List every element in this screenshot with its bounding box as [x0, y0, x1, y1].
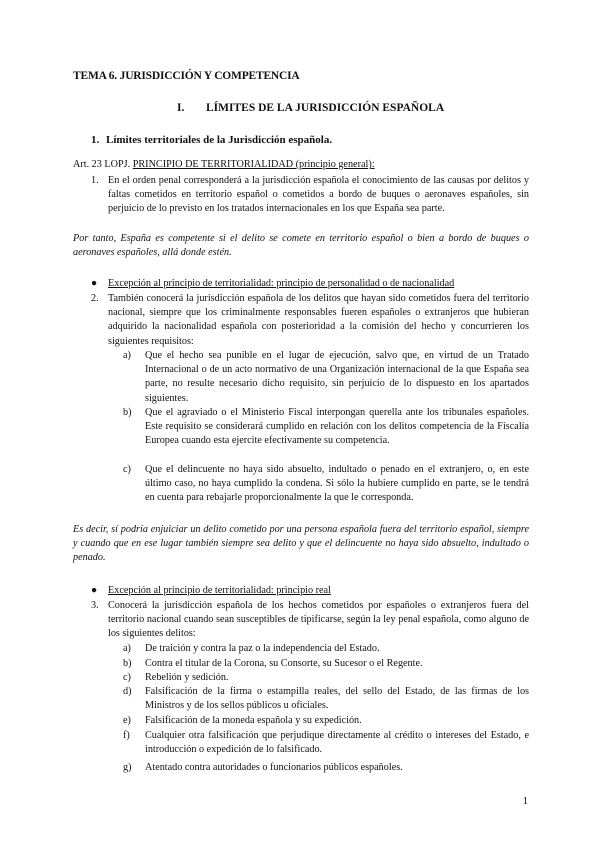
sublist-marker: c)	[123, 464, 131, 475]
sublist-item-3c	[123, 671, 529, 685]
section-heading	[177, 102, 444, 114]
subsection-heading	[91, 134, 332, 146]
list-marker: 2.	[91, 293, 99, 304]
list-item-2	[91, 292, 529, 349]
section-number: I.	[177, 102, 185, 114]
sublist-item-text: Que el hecho sea punible en el lugar de ejecución, salvo que, en virtud de un Tratado Internacional o de un acto normativo de una Organización internacional de la que España sea parte, no resulte necesario dicho requisito, sin perjuicio de lo dispuesto en los apartados siguientes.	[145, 350, 529, 404]
sublist-marker: a)	[123, 350, 131, 361]
bullet-dot-icon: ●	[91, 585, 98, 596]
list-item-text: En el orden penal corresponderá a la jurisdicción española el conocimiento de las causas por delitos y faltas cometidos en territorio español o cometidos a bordo de buques o aeronaves españoles, sin perjuicio de lo previsto en los tratados internacionales en los que España sea parte.	[108, 175, 529, 215]
sublist-item-text: Que el agraviado o el Ministerio Fiscal interpongan querella ante los tribunales españoles. Este requisito se considerará cumplido en relación con los delitos competencia de la Fiscalía Europea cuando esta ejercite efectivamente su competencia.	[145, 407, 529, 447]
sublist-item-text: Falsificación de la moneda española y su expedición.	[145, 715, 362, 726]
sublist-item-text: Contra el titular de la Corona, su Consorte, su Sucesor o el Regente.	[145, 658, 423, 669]
italic-note-2: Es decir, sí podría enjuiciar un delito cometido por una persona española fuera del territorio español, siempre y cuando que en ese lugar también siempre sea delito y que el delincuente no haya sido absuelto, indultado o penado.	[73, 524, 529, 564]
list-item-1	[91, 174, 529, 217]
list-marker: 1.	[91, 175, 99, 186]
sublist-marker: d)	[123, 686, 132, 697]
bullet-text: Excepción al principio de territorialidad: principio de personalidad o de nacionalidad	[108, 278, 455, 289]
sublist-item-3g	[123, 761, 529, 775]
list-item-text: También conocerá la jurisdicción española de los delitos que hayan sido cometidos fuera del territorio nacional, siempre que los criminalmente responsables fueren españoles o extranjeros que hubieran adquirido la nacionalidad española con posterioridad a la comisión del hecho y concurrieren los siguientes requisitos:	[108, 293, 529, 347]
sublist-item-3e	[123, 714, 529, 728]
sublist-item-text: De traición y contra la paz o la independencia del Estado.	[145, 643, 380, 654]
sublist-marker: a)	[123, 643, 131, 654]
sublist-item-3b	[123, 657, 529, 671]
sublist-item-text: Cualquier otra falsificación que perjudique directamente al crédito o intereses del Estado, e introducción o expedición de lo falsificado.	[145, 730, 529, 756]
italic-note-1: Por tanto, España es competente si el delito se comete en territorio español o bien a bordo de buques o aeronaves españoles, allá donde estén.	[73, 233, 529, 259]
sublist-item-3d	[123, 685, 529, 713]
list-item-text: Conocerá la jurisdicción española de los hechos cometidos por españoles o extranjeros fuera del territorio nacional cuando sean susceptibles de tipificarse, según la ley penal española, como alguno de los siguientes delitos:	[108, 600, 529, 640]
sublist-item-text: Falsificación de la firma o estampilla reales, del sello del Estado, de las firmas de los Ministros y de los sellos públicos u oficiales.	[145, 686, 529, 712]
article-prefix: Art. 23 LOPJ.	[73, 159, 131, 170]
sublist-marker: e)	[123, 715, 131, 726]
sublist-marker: g)	[123, 762, 132, 773]
bullet-dot-icon: ●	[91, 278, 98, 289]
subsection-title: Límites territoriales de la Jurisdicción española.	[106, 134, 333, 146]
bullet-exception-real	[91, 584, 531, 598]
bullet-exception-personality	[91, 277, 531, 291]
sublist-item-2c	[123, 463, 529, 506]
article-heading: PRINCIPIO DE TERRITORIALIDAD (principio general):	[132, 159, 375, 170]
sublist-item-3a	[123, 642, 529, 656]
bullet-text: Excepción al principio de territorialidad: principio real	[108, 585, 331, 596]
list-item-3	[91, 599, 529, 642]
section-title: LÍMITES DE LA JURISDICCIÓN ESPAÑOLA	[206, 102, 445, 114]
sublist-item-text: Atentado contra autoridades o funcionarios públicos españoles.	[145, 762, 403, 773]
document-title: TEMA 6. JURISDICCIÓN Y COMPETENCIA	[73, 70, 300, 82]
article-reference	[73, 158, 533, 172]
sublist-item-text: Que el delincuente no haya sido absuelto, indultado o penado en el extranjero, o, en este último caso, no haya cumplido la condena. Si sólo la hubiere cumplido en parte, se le tendrá en cuenta para rebajarle proporcionalmente la que le corresponda.	[145, 464, 529, 504]
sublist-item-3f	[123, 729, 529, 757]
sublist-marker: b)	[123, 658, 132, 669]
sublist-item-2a	[123, 349, 529, 406]
sublist-marker: f)	[123, 730, 130, 741]
subsection-number: 1.	[91, 134, 100, 146]
list-marker: 3.	[91, 600, 99, 611]
sublist-marker: c)	[123, 672, 131, 683]
sublist-item-text: Rebelión y sedición.	[145, 672, 229, 683]
sublist-item-2b	[123, 406, 529, 449]
page-number: 1	[522, 795, 528, 807]
sublist-marker: b)	[123, 407, 132, 418]
